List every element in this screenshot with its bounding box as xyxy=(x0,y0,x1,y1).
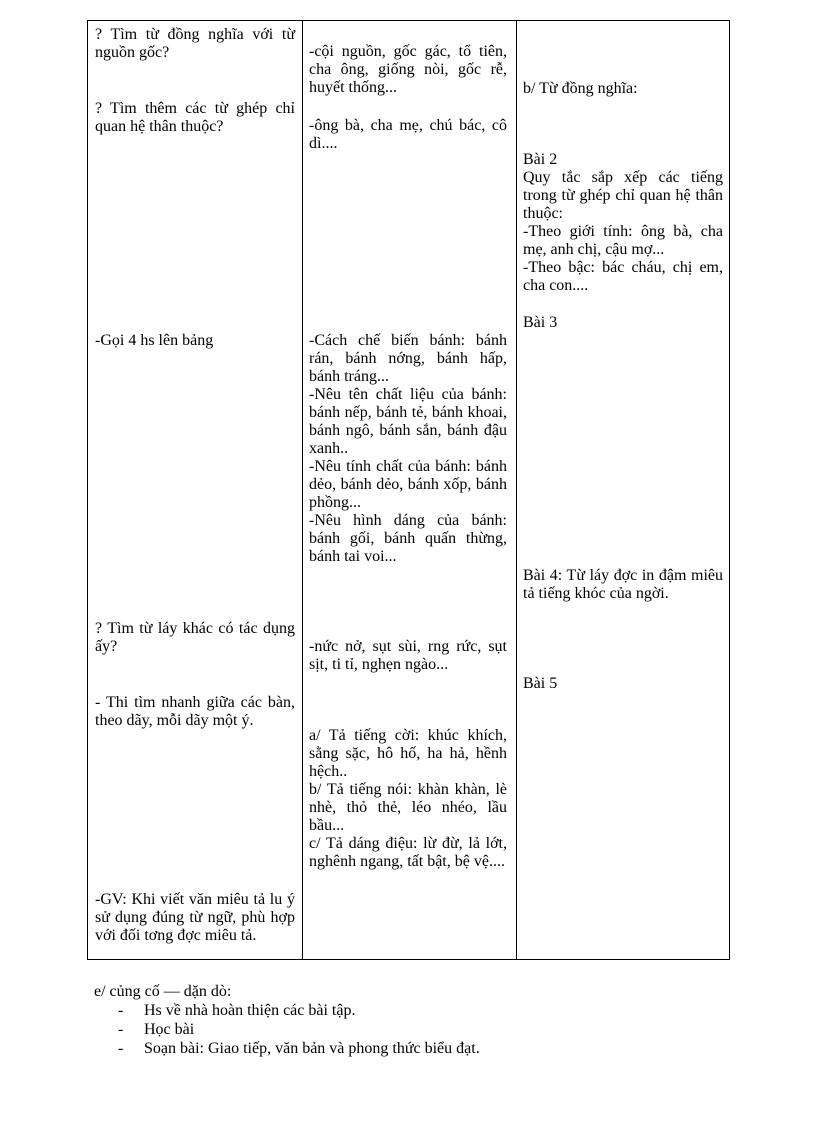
answer-crying-words: -nức nở, sụt sùi, rng rức, sụt sịt, ti tỉ, nghẹn ngào... xyxy=(309,638,507,673)
homework-section xyxy=(94,982,480,1058)
lesson-table xyxy=(87,20,730,960)
exercise-4: Bài 4: Từ láy đợc in đậm miêu tả tiếng khóc của ngời. xyxy=(523,567,723,602)
question-reduplicative: ? Tìm từ láy khác có tác dụng ấy? xyxy=(95,620,295,655)
exercise-2-gender: -Theo giới tính: ông bà, cha mẹ, anh chị, cậu mợ... xyxy=(523,223,723,258)
list-item: - Hs về nhà hoàn thiện các bài tập. xyxy=(118,1002,356,1019)
exercise-2-rule: Quy tắc sắp xếp các tiếng trong từ ghép chỉ quan hệ thân thuộc: xyxy=(523,169,723,222)
answer-cake-property: -Nêu tính chất của bánh: bánh dẻo, bánh dẻo, bánh xốp, bánh phồng... xyxy=(309,458,507,511)
exercise-5-title: Bài 5 xyxy=(523,675,558,692)
instruction-competition: - Thi tìm nhanh giữa các bàn, theo dãy, mỗi dãy một ý. xyxy=(95,694,295,729)
question-synonym: ? Tìm từ đồng nghĩa với từ nguồn gốc? xyxy=(95,26,295,61)
section-synonym: b/ Từ đồng nghĩa: xyxy=(523,80,638,97)
question-compound-words: ? Tìm thêm các từ ghép chỉ quan hệ thân thuộc? xyxy=(95,100,295,135)
list-item: - Soạn bài: Giao tiếp, văn bản và phong thức biểu đạt. xyxy=(118,1040,480,1057)
answer-speaking: b/ Tả tiếng nói: khàn khàn, lè nhè, thỏ thẻ, léo nhéo, lầu bầu... xyxy=(309,781,507,834)
list-dash: - xyxy=(118,1002,124,1019)
answer-cake-ingredient: -Nêu tên chất liệu của bánh: bánh nếp, bánh tẻ, bánh khoai, bánh ngô, bánh sắn, bánh đậu xanh.. xyxy=(309,386,507,457)
homework-list xyxy=(94,1001,480,1058)
answer-cake-method: -Cách chế biến bánh: bánh rán, bánh nớng, bánh hấp, bánh tráng... xyxy=(309,332,507,385)
answer-cake-shape: -Nêu hình dáng của bánh: bánh gối, bánh quấn thừng, bánh tai voi... xyxy=(309,512,507,565)
teacher-note: -GV: Khi viết văn miêu tả lu ý sử dụng đúng từ ngữ, phù hợp với đối tơng đợc miêu tả. xyxy=(95,891,295,944)
exercise-2-title: Bài 2 xyxy=(523,151,558,168)
exercise-3-title: Bài 3 xyxy=(523,314,558,331)
list-dash: - xyxy=(118,1021,124,1038)
homework-title: e/ củng cố — dặn dò: xyxy=(94,983,232,1000)
answer-manner: c/ Tả dáng điệu: lừ đừ, lả lớt, nghênh ngang, tất bật, bệ vệ.... xyxy=(309,835,507,870)
column-divider xyxy=(302,21,303,959)
list-dash: - xyxy=(118,1040,124,1057)
answer-kinship: -ông bà, cha mẹ, chú bác, cô dì.... xyxy=(309,117,507,152)
instruction-call-students: -Gọi 4 hs lên bảng xyxy=(95,332,214,349)
answer-laughing: a/ Tả tiếng cời: khúc khích, sằng sặc, hô hố, ha hả, hềnh hệch.. xyxy=(309,727,507,780)
exercise-2-rank: -Theo bậc: bác cháu, chị em, cha con.... xyxy=(523,259,723,294)
answer-synonyms: -cội nguồn, gốc gác, tổ tiên, cha ông, giống nòi, gốc rễ, huyết thống... xyxy=(309,43,507,96)
column-divider xyxy=(516,21,517,959)
list-item: - Học bài xyxy=(118,1021,195,1038)
